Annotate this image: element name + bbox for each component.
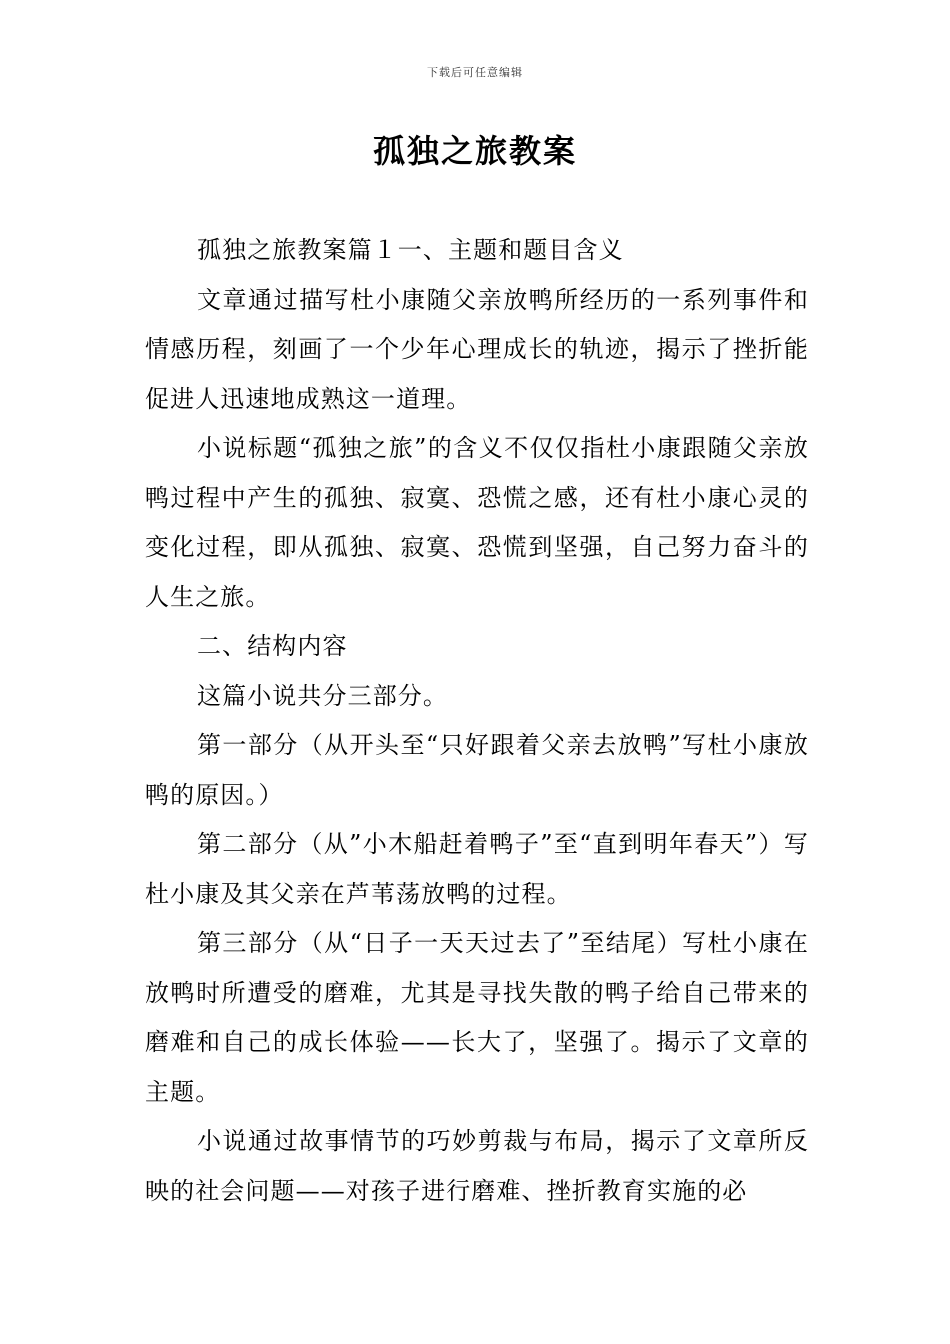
paragraph: 第二部分（从”小木船赶着鸭子”至“直到明年春天”）写杜小康及其父亲在芦苇荡放鸭的过程。 xyxy=(145,830,809,908)
paragraph: 这篇小说共分三部分。 xyxy=(197,681,448,710)
paragraph: 小说标题“孤独之旅”的含义不仅仅指杜小康跟随父亲放鸭过程中产生的孤独、寂寞、恐慌之感，还有杜小康心灵的变化过程，即从孤独、寂寞、恐慌到坚强，自己努力奋斗的人生之旅。 xyxy=(145,434,809,611)
document-title: 孤独之旅教案 xyxy=(372,132,577,170)
paragraph: 文章通过描写杜小康随父亲放鸭所经历的一系列事件和情感历程，刻画了一个少年心理成长的轨迹，揭示了挫折能促进人迅速地成熟这一道理。 xyxy=(145,285,809,413)
document-body xyxy=(145,226,809,1216)
paragraph: 第一部分（从开头至“只好跟着父亲去放鸭”写杜小康放鸭的原因。） xyxy=(145,731,809,809)
paragraph: 小说通过故事情节的巧妙剪裁与布局，揭示了文章所反映的社会问题——对孩子进行磨难、挫折教育实施的必 xyxy=(145,1127,809,1205)
paragraph-heading-2: 二、结构内容 xyxy=(197,632,348,660)
paragraph-heading-1: 孤独之旅教案篇１一、主题和题目含义 xyxy=(197,236,624,264)
paragraph: 第三部分（从“日子一天天过去了”至结尾）写杜小康在放鸭时所遭受的磨难，尤其是寻找失散的鸭子给自己带来的磨难和自己的成长体验——长大了，坚强了。揭示了文章的主题。 xyxy=(145,929,809,1106)
header-note: 下载后可任意编辑 xyxy=(427,66,523,79)
